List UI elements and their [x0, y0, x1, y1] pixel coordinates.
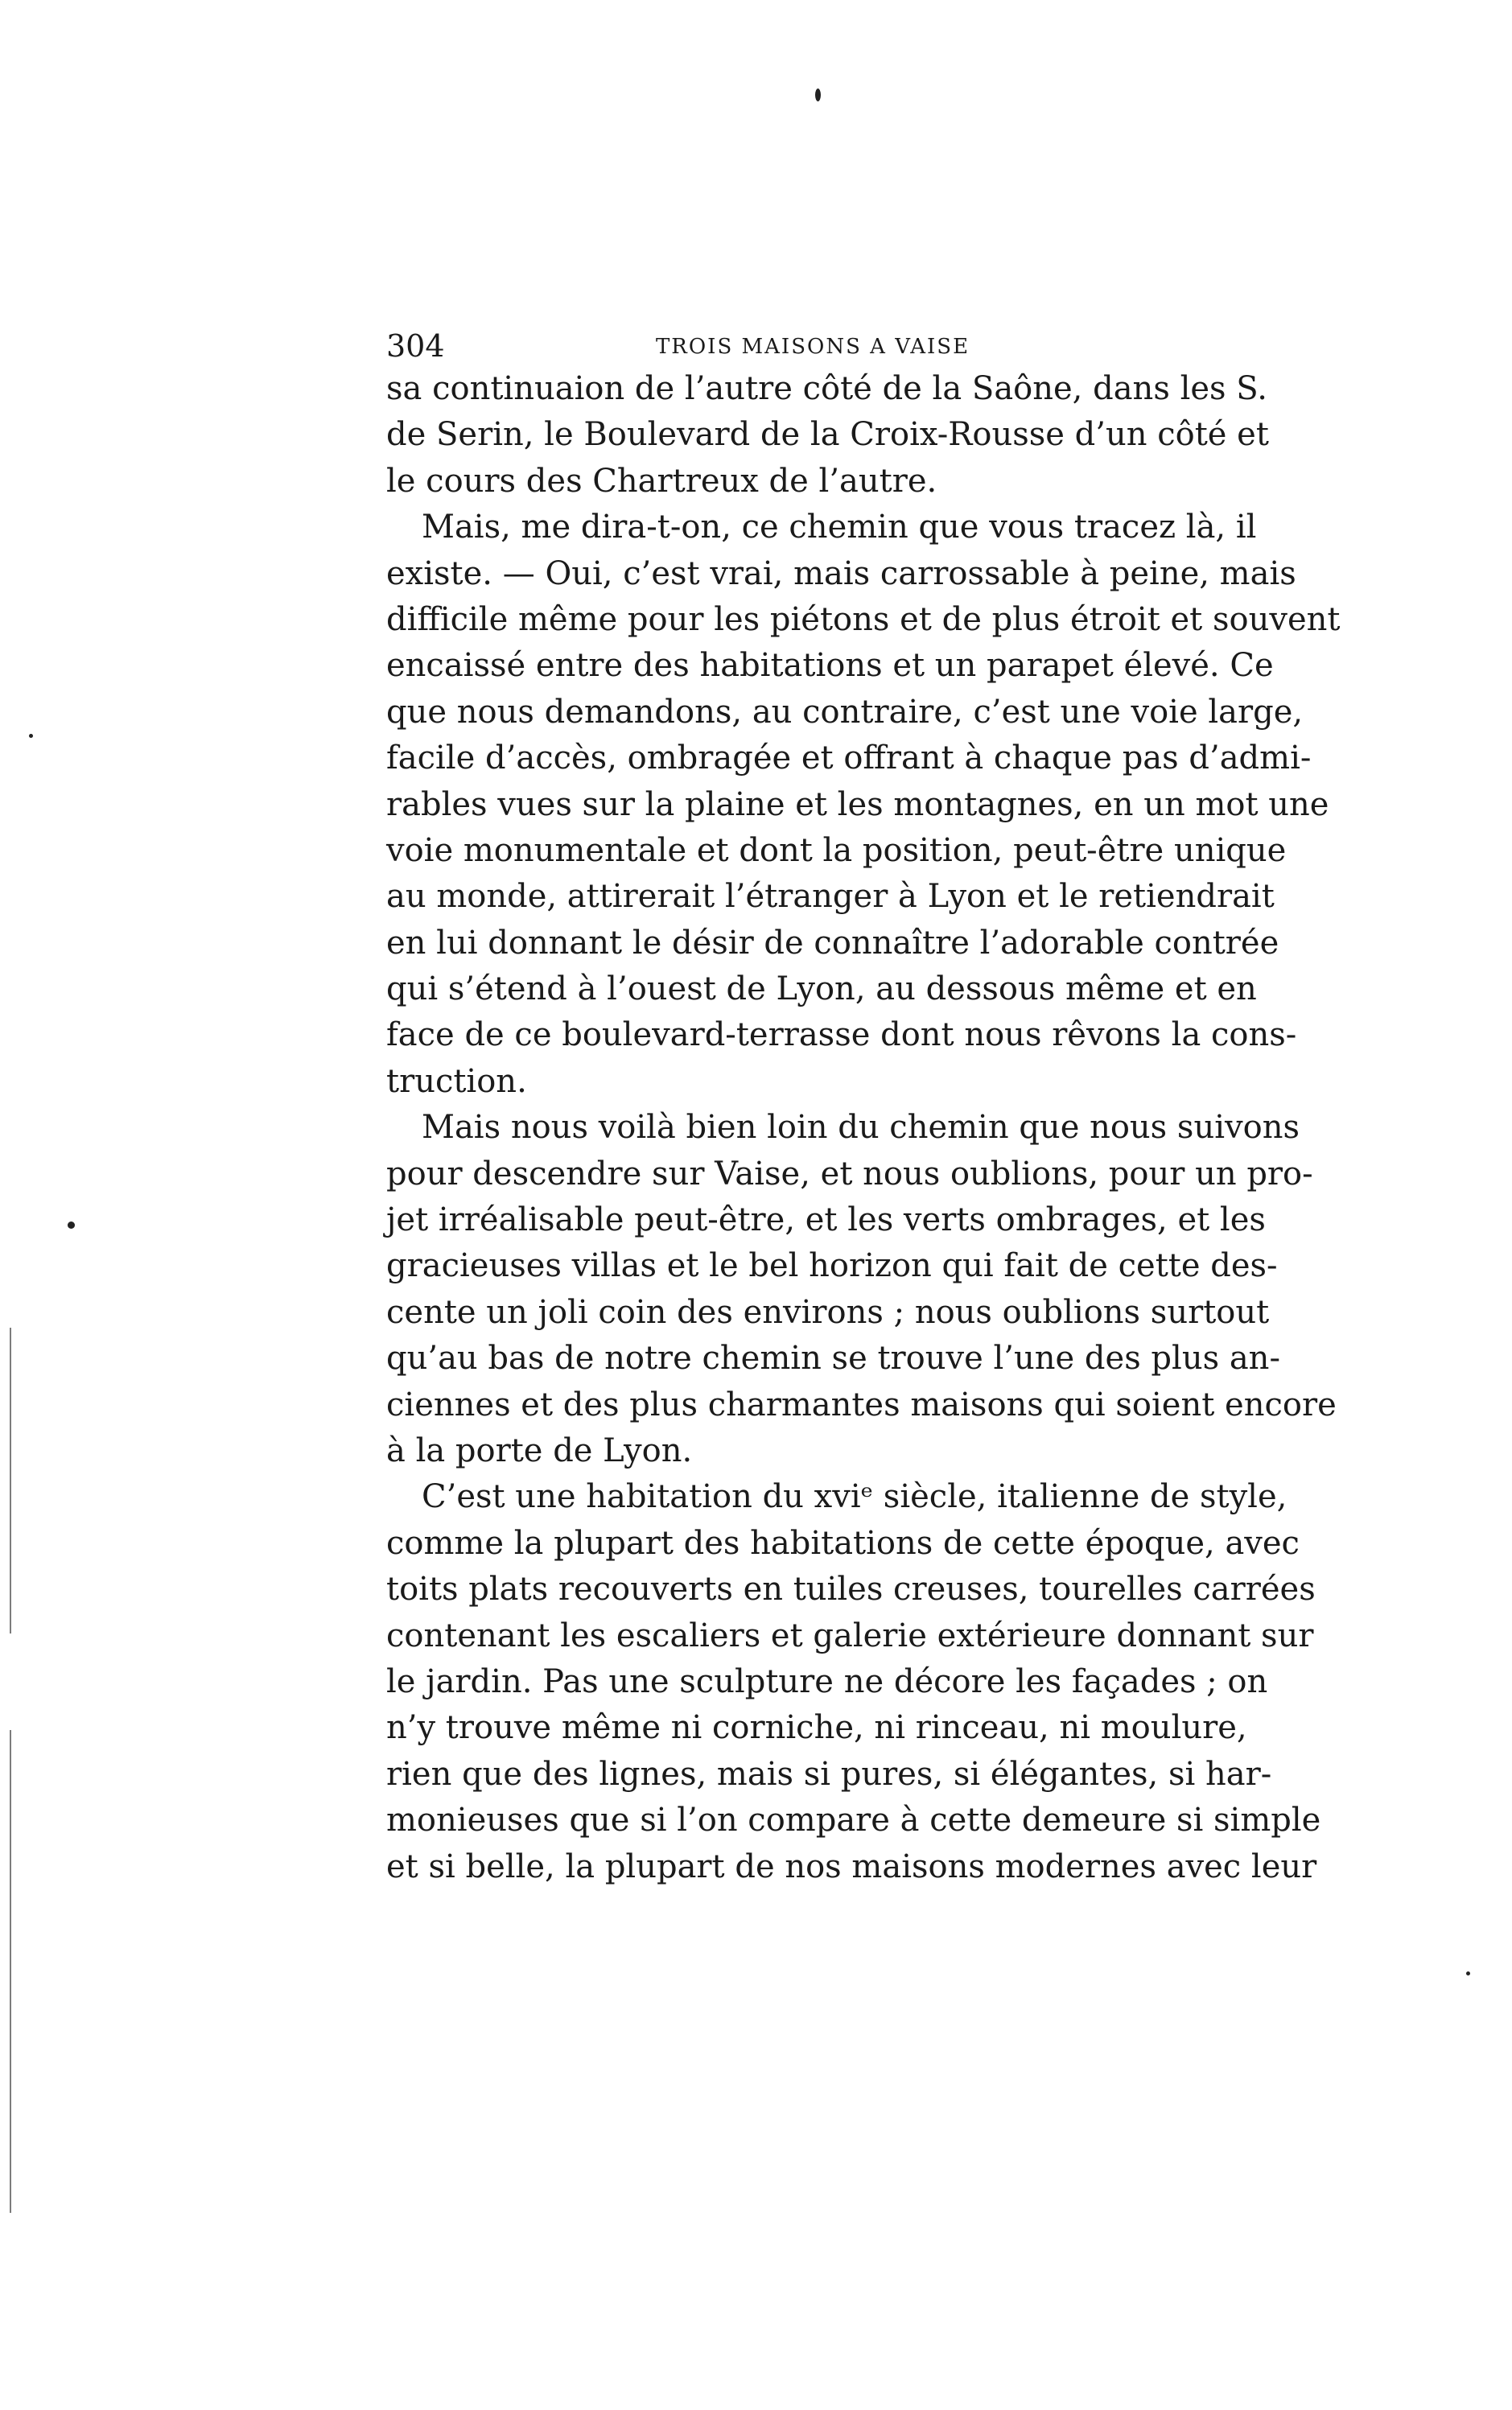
- text-line: truction.: [386, 1062, 527, 1100]
- text-line: de Serin, le Boulevard de la Croix-Rousse d’un côté et: [386, 416, 1269, 454]
- text-line: le cours des Chartreux de l’autre.: [386, 462, 937, 500]
- scan-edge-line: [10, 1730, 11, 2213]
- paragraph: [386, 366, 1269, 505]
- paragraph: [386, 1105, 1337, 1474]
- text-line: C’est une habitation du xviᵉ siècle, italienne de style,: [422, 1478, 1287, 1516]
- text-line: Mais nous voilà bien loin du chemin que nous suivons: [422, 1109, 1300, 1147]
- text-line: pour descendre sur Vaise, et nous oublions, pour un pro-: [386, 1155, 1313, 1193]
- text-line: comme la plupart des habitations de cette époque, avec: [386, 1524, 1300, 1562]
- text-line: au monde, attirerait l’étranger à Lyon et le retiendrait: [386, 878, 1275, 916]
- text-line: toits plats recouverts en tuiles creuses, tourelles carrées: [386, 1571, 1316, 1609]
- text-line: ciennes et des plus charmantes maisons qui soient encore: [386, 1386, 1337, 1423]
- ink-speck: [815, 89, 821, 101]
- text-line: facile d’accès, ombragée et offrant à chaque pas d’admi-: [386, 739, 1312, 777]
- text-line: existe. — Oui, c’est vrai, mais carrossable à peine, mais: [386, 554, 1296, 592]
- text-line: Mais, me dira-t-on, ce chemin que vous tracez là, il: [422, 509, 1257, 546]
- text-line: face de ce boulevard-terrasse dont nous rêvons la cons-: [386, 1016, 1297, 1054]
- text-line: jet irréalisable peut-être, et les verts ombrages, et les: [386, 1201, 1266, 1239]
- text-line: encaissé entre des habitations et un parapet élevé. Ce: [386, 647, 1274, 685]
- text-line: rables vues sur la plaine et les montagnes, en un mot une: [386, 785, 1329, 823]
- page-number: 304: [386, 328, 445, 364]
- text-line: monieuses que si l’on compare à cette demeure si simple: [386, 1802, 1321, 1839]
- running-title: TROIS MAISONS A VAISE: [655, 335, 970, 359]
- text-line: en lui donnant le désir de connaître l’adorable contrée: [386, 924, 1279, 962]
- running-head: [386, 326, 1239, 366]
- body-text: [386, 366, 1341, 1890]
- text-line: qu’au bas de notre chemin se trouve l’une des plus an-: [386, 1340, 1280, 1378]
- text-line: voie monumentale et dont la position, peut-être unique: [386, 831, 1287, 869]
- text-line: cente un joli coin des environs ; nous oublions surtout: [386, 1293, 1270, 1331]
- text-line: qui s’étend à l’ouest de Lyon, au dessous même et en: [386, 970, 1257, 1008]
- text-line: sa continuaion de l’autre côté de la Saône, dans les S.: [386, 370, 1267, 407]
- paragraph: [386, 1474, 1321, 1890]
- text-line: n’y trouve même ni corniche, ni rinceau, ni moulure,: [386, 1709, 1247, 1747]
- paragraph: [386, 505, 1341, 1105]
- text-line: difficile même pour les piétons et de plus étroit et souvent: [386, 600, 1341, 638]
- text-line: le jardin. Pas une sculpture ne décore les façades ; on: [386, 1662, 1268, 1700]
- text-line: et si belle, la plupart de nos maisons modernes avec leur: [386, 1848, 1317, 1885]
- ink-speck: [1466, 1971, 1470, 1975]
- ink-speck: [29, 734, 33, 738]
- text-line: gracieuses villas et le bel horizon qui fait de cette des-: [386, 1247, 1278, 1285]
- ink-speck: [68, 1221, 75, 1229]
- text-line: que nous demandons, au contraire, c’est une voie large,: [386, 693, 1304, 731]
- text-line: contenant les escaliers et galerie extérieure donnant sur: [386, 1617, 1314, 1654]
- text-line: rien que des lignes, mais si pures, si élégantes, si har-: [386, 1755, 1272, 1793]
- scan-edge-line: [10, 1328, 11, 1633]
- text-line: à la porte de Lyon.: [386, 1432, 693, 1469]
